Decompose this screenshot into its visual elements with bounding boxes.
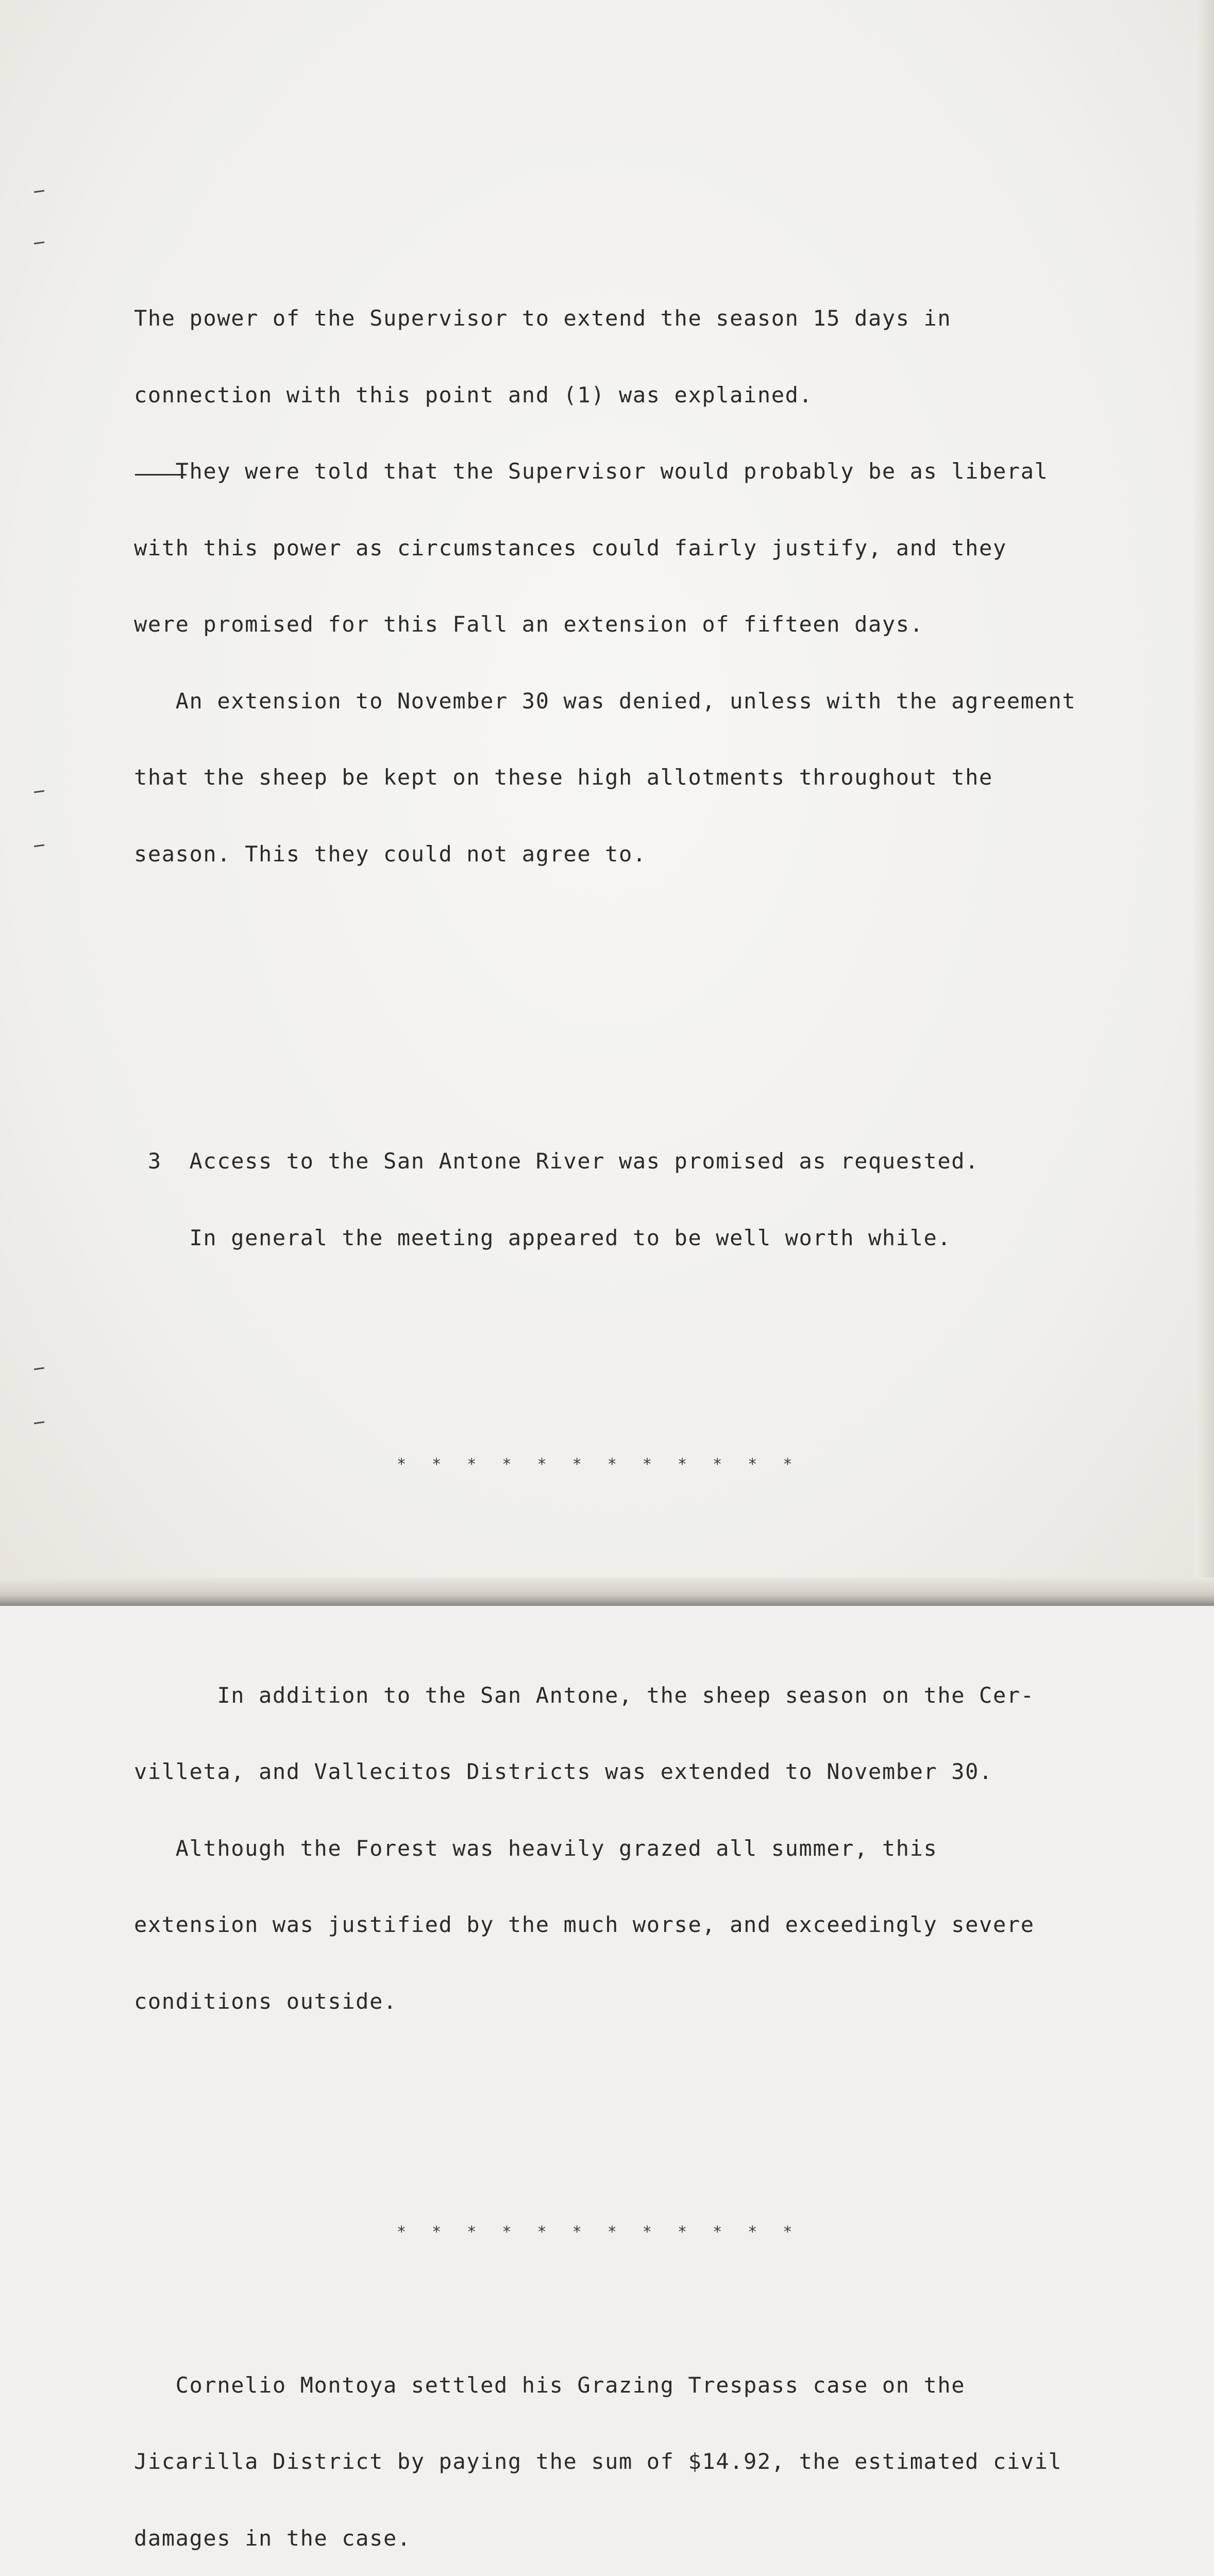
paper-right-edge bbox=[1194, 0, 1214, 1606]
text-line: with this power as circumstances could fairly justify, and they bbox=[134, 535, 1190, 561]
text-line: Cornelio Montoya settled his Grazing Trespass case on the bbox=[134, 2372, 1190, 2398]
asterisk-separator: * * * * * * * * * * * * bbox=[134, 1452, 1190, 1478]
paragraph-season-extension bbox=[134, 255, 1190, 918]
spacer bbox=[134, 1378, 1190, 1401]
text-line: Jicarilla District by paying the sum of $14.92, the estimated civil bbox=[134, 2449, 1190, 2475]
typewritten-page bbox=[134, 204, 1190, 2576]
text-line: Although the Forest was heavily grazed all summer, this bbox=[134, 1836, 1190, 1861]
text-line: conditions outside. bbox=[134, 1989, 1190, 2014]
spacer bbox=[134, 1528, 1190, 1555]
text-line: season. This they could not agree to. bbox=[134, 841, 1190, 867]
text-line: In addition to the San Antone, the sheep season on the Cer- bbox=[134, 1683, 1190, 1708]
text-line: extension was justified by the much worse, and exceedingly severe bbox=[134, 1912, 1190, 1938]
paragraph-river-access bbox=[134, 1097, 1190, 1301]
text-line: were promised for this Fall an extension of fifteen days. bbox=[134, 612, 1190, 637]
asterisk-separator: * * * * * * * * * * * * bbox=[134, 2219, 1190, 2245]
text-line: In general the meeting appeared to be well worth while. bbox=[134, 1225, 1190, 1251]
text-line: An extension to November 30 was denied, unless with the agreement bbox=[134, 688, 1190, 714]
spacer bbox=[134, 2142, 1190, 2168]
text-line: connection with this point and (1) was explained. bbox=[134, 382, 1190, 408]
text-line: They were told that the Supervisor would probably be as liberal bbox=[134, 459, 1190, 484]
paragraph-sheep-season bbox=[134, 1632, 1190, 2065]
paragraph-trespass-settlement bbox=[134, 2321, 1190, 2576]
text-line: damages in the case. bbox=[134, 2526, 1190, 2551]
spacer bbox=[134, 994, 1190, 1021]
text-line: villeta, and Vallecitos Districts was extended to November 30. bbox=[134, 1759, 1190, 1785]
text-line: The power of the Supervisor to extend the season 15 days in bbox=[134, 306, 1190, 331]
text-line: 3 Access to the San Antone River was promised as requested. bbox=[134, 1148, 1190, 1174]
text-line: that the sheep be kept on these high allotments throughout the bbox=[134, 765, 1190, 790]
